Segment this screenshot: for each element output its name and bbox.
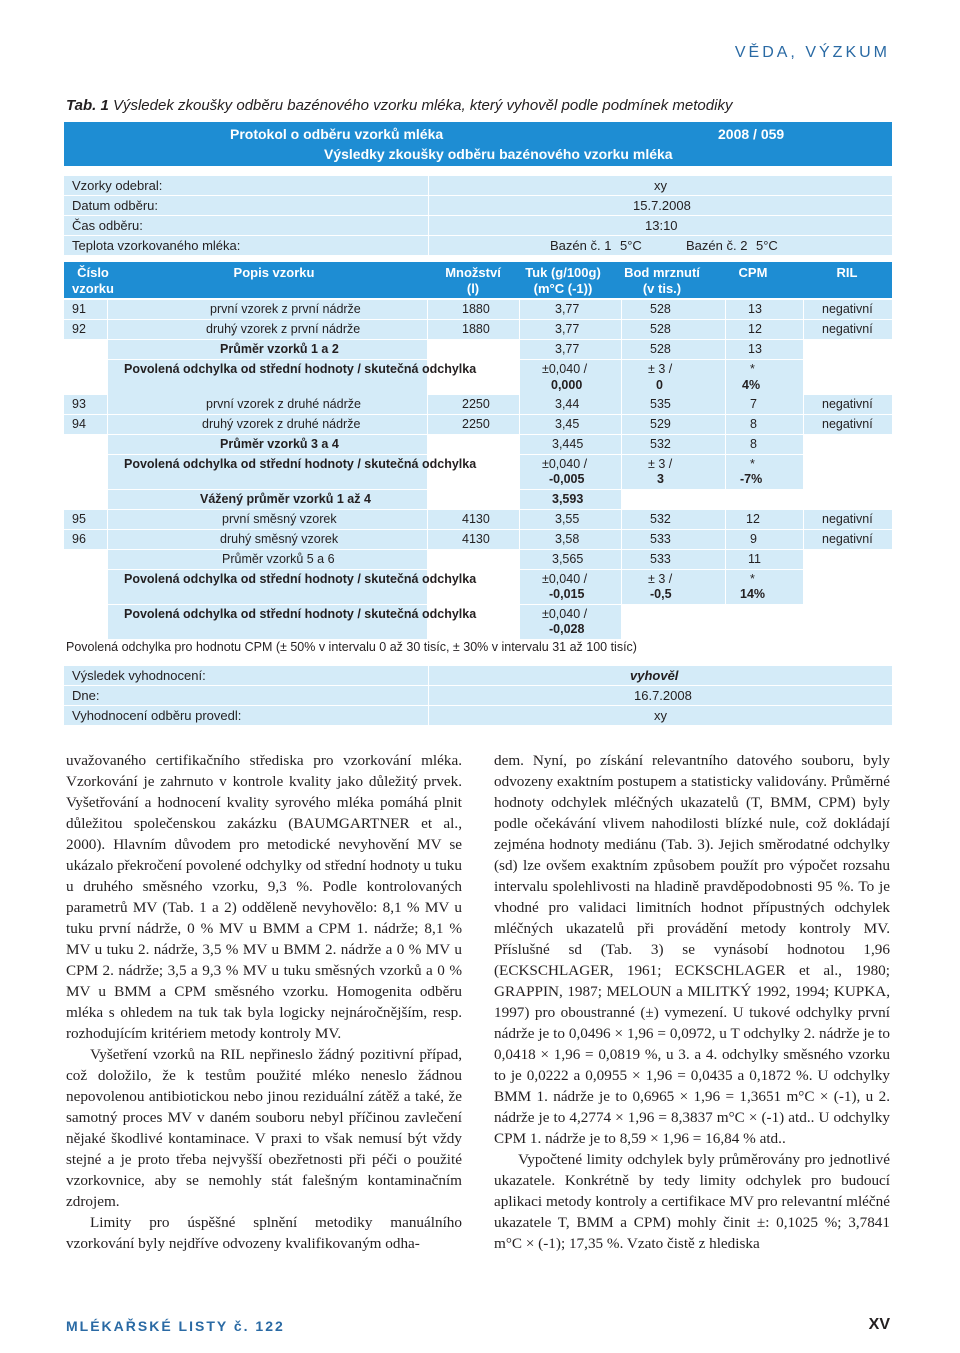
col-fat-header: Tuk (g/100g) (m°C (-1)) <box>525 265 601 296</box>
tolerance-cpm-actual: 4% <box>742 378 761 392</box>
sample-cpm: 8 <box>750 417 757 431</box>
sample-freezing-point: 528 <box>650 322 671 336</box>
sample-freezing-point: 535 <box>650 397 671 411</box>
tolerance-fp-actual: 3 <box>657 472 664 486</box>
average-cpm: 13 <box>748 342 762 356</box>
average-cpm: 8 <box>750 437 757 451</box>
table-row <box>64 395 892 414</box>
weighted-average-fat: 3,593 <box>552 492 584 506</box>
time-label: Čas odběru: <box>72 218 143 233</box>
sample-ril: negativní <box>822 512 873 526</box>
sample-description: první vzorek z první nádrže <box>210 302 361 316</box>
sample-quantity: 1880 <box>462 302 490 316</box>
evaluation-value: vyhověl <box>630 668 679 683</box>
tolerance-fp-allowed: ± 3 / <box>648 362 673 376</box>
time-value: 13:10 <box>645 218 678 233</box>
sample-number: 96 <box>72 532 86 546</box>
tolerance-label: Povolená odchylka od střední hodnoty / skutečná odchylka <box>124 572 477 586</box>
tank1-temp: 5°C <box>620 238 642 253</box>
average-row <box>64 340 892 359</box>
day-value: 16.7.2008 <box>634 688 692 703</box>
table-row <box>64 415 892 434</box>
sample-freezing-point: 532 <box>650 512 671 526</box>
page-number: XV <box>868 1316 890 1333</box>
sample-cpm: 13 <box>748 302 762 316</box>
info-row-time <box>64 216 892 236</box>
info-row-sampled-by <box>64 176 892 196</box>
sample-ril: negativní <box>822 417 873 431</box>
tolerance-cpm-actual: 14% <box>740 587 766 601</box>
tolerance-fat-actual: -0,005 <box>549 472 585 486</box>
sample-description: první směsný vzorek <box>222 512 337 526</box>
tolerance-row <box>64 360 892 396</box>
tolerance-cpm-allowed: * <box>750 572 755 586</box>
body-paragraph: Vyšetření vzorků na RIL nepřineslo žádný pozitivní případ, což doložilo, že k testům použité mléko neneslo žádnou nepovolenou antibiotickou nebo jinou reziduální zátěž a také, že samotný proces MV v daném souboru nebyl příčinou zavlečení nějaké škodlivé kontaminace. V praxi to však nemusí být vždy stejné a je proto třeba nejvyšší obezřetnosti při péči o použité vzorkovnice, aby se nemohly stát falešným kontaminačním zdrojem. <box>66 1046 462 1210</box>
tolerance-cpm-allowed: * <box>750 457 755 471</box>
average-fat: 3,445 <box>552 437 584 451</box>
sample-cpm: 12 <box>748 322 762 336</box>
sample-fat: 3,77 <box>555 302 580 316</box>
sample-freezing-point: 529 <box>650 417 671 431</box>
journal-name: MLÉKAŘSKÉ LISTY č. 122 <box>66 1318 285 1334</box>
average-freezing-point: 533 <box>650 552 671 566</box>
body-paragraph: uvažovaného certifikačního střediska pro vzorkování mléka. Vzorkování je zahrnuto v kontrole kvality jako důležitý prvek. Vyšetřování a hodnocení kvality syrového mléka pomáhá plnit důležitou společenskou zakázku (BAUMGARTNER et al., 2000). Hlavním důvodem pro metodické nevyhovění MV se ukázalo překročení povolené odchylky od střední hodnoty u tuku u druhého směsného vzorku, 9,3 %. Podle kontrolovaných parametrů MV (Tab. 1 a 2) odděleně nevyhovělo: 8,1 % MV u tuku první nádrže, 0 % MV u BMM a CPM 1. nádrže; 8,1 % MV u tuku 2. nádrže, 3,5 % MV u BMM 2. nádrže a 0 % MV u CPM 2. nádrže; 3,5 a 9,3 % MV u tuku směsných vzorků a 0 % MV u BMM a CPM směsného vzorku. Homogenita odběru mléka s ohledem na tuk tak byla logicky nejnáročnějším, resp. rozhodujícím kritériem metody kontroly MV. <box>66 752 462 1042</box>
sample-freezing-point: 528 <box>650 302 671 316</box>
col-cpm-header: CPM <box>738 265 768 280</box>
info-row-date <box>64 196 892 216</box>
tolerance-fp-allowed: ± 3 / <box>648 572 673 586</box>
tolerance-fat-actual: 0,000 <box>551 378 583 392</box>
tolerance-fp-actual: 0 <box>656 378 663 392</box>
day-label: Dne: <box>72 688 100 703</box>
sample-ril: negativní <box>822 322 873 336</box>
sample-fat: 3,58 <box>555 532 580 546</box>
sampled-by-label: Vzorky odebral: <box>72 178 163 193</box>
tolerance-fat-allowed: ±0,040 / <box>542 457 588 471</box>
caption-label: Tab. 1 <box>66 97 109 114</box>
tolerance-fat-allowed: ±0,040 / <box>542 362 588 376</box>
sample-number: 95 <box>72 512 86 526</box>
sample-freezing-point: 533 <box>650 532 671 546</box>
sample-number: 91 <box>72 302 86 316</box>
tolerance-fat-allowed: ±0,040 / <box>542 607 588 621</box>
table-caption <box>66 97 732 114</box>
body-column-left <box>66 750 462 1254</box>
tolerance-row <box>64 455 892 489</box>
date-value: 15.7.2008 <box>633 198 691 213</box>
result-row-day <box>64 686 892 706</box>
info-row-temperature <box>64 236 892 256</box>
tolerance-label: Povolená odchylka od střední hodnoty / skutečná odchylka <box>124 607 477 621</box>
result-row-evaluated-by <box>64 706 892 726</box>
caption-text: Výsledek zkoušky odběru bazénového vzorku mléka, který vyhověl podle podmínek metodiky <box>108 97 733 114</box>
sample-quantity: 1880 <box>462 322 490 336</box>
tolerance-fp-allowed: ± 3 / <box>648 457 673 471</box>
average-row <box>64 550 892 569</box>
sample-cpm: 7 <box>750 397 757 411</box>
tank2-label: Bazén č. 2 <box>686 238 748 253</box>
date-label: Datum odběru: <box>72 198 158 213</box>
average-cpm: 11 <box>748 552 761 566</box>
sample-ril: negativní <box>822 532 873 546</box>
sample-number: 94 <box>72 417 86 431</box>
section-title: VĚDA, VÝZKUM <box>734 44 890 61</box>
average-row <box>64 435 892 454</box>
protocol-header <box>64 122 892 166</box>
tolerance-label: Povolená odchylka od střední hodnoty / skutečná odchylka <box>124 362 477 376</box>
average-freezing-point: 532 <box>650 437 671 451</box>
sample-description: první vzorek z druhé nádrže <box>206 397 361 411</box>
col-number-header: Číslo vzorku <box>72 265 114 296</box>
col-quantity-header: Množství (l) <box>445 265 501 296</box>
average-label: Průměr vzorků 3 a 4 <box>220 437 339 451</box>
weighted-average-label: Vážený průměr vzorků 1 až 4 <box>200 492 371 506</box>
tolerance-fat-allowed: ±0,040 / <box>542 572 588 586</box>
protocol-number: 2008 / 059 <box>718 126 785 142</box>
weighted-average-row <box>64 490 892 509</box>
tolerance-label: Povolená odchylka od střední hodnoty / skutečná odchylka <box>124 457 477 471</box>
col-freezing-point-header: Bod mrznutí (v tis.) <box>624 265 700 296</box>
col-ril-header: RIL <box>836 265 858 280</box>
body-column-right <box>494 750 890 1254</box>
body-paragraph: Limity pro úspěšné splnění metodiky manuálního vzorkování byly nejdříve odvozeny kvalifikovaným odha- <box>66 1214 462 1252</box>
table-row <box>64 510 892 529</box>
evaluation-label: Výsledek vyhodnocení: <box>72 668 206 683</box>
table-row <box>64 530 892 549</box>
table-row <box>64 300 892 319</box>
sample-cpm: 12 <box>746 512 760 526</box>
sample-fat: 3,77 <box>555 322 580 336</box>
protocol-title: Protokol o odběru vzorků mléka <box>230 126 444 142</box>
tolerance-fat-actual: -0,028 <box>549 622 585 636</box>
sample-quantity: 4130 <box>462 512 490 526</box>
body-paragraph: dem. Nyní, po získání relevantního datového souboru, byly odvozeny exaktním postupem a statisticky validovány. Průměrné hodnoty odchylek mléčných ukazatelů (T, BMM, CPM) byly podle očekávání vlivem nahodilosti blízké nule, což dokládají zejména hodnoty mediánu (Tab. 3). Jejich směrodatné odchylky (sd) lze ovšem exaktním způsobem použít pro výpočet rozsahu intervalu spolehlivosti na hladině pravděpodobnosti 95 %. To je vhodné pro validaci limitních hodnot přípustných odchylek mléčných ukazatelů při provádění metody kontroly MV. Příslušné sd (Tab. 3) se vynásobí hodnotou 1,96 (ECKSCHLAGER, 1961; ECKSCHLAGER et al., 1980; GRAPPIN, 1987; MELOUN a MILITKÝ 1992, 1994; KUPKA, 1997) pro oboustranné (±) vymezení. U tukové odchylky první nádrže je to 0,0496 × 1,96 = 0,0972, u T odchylky 2. nádrže je to 0,0418 × 1,96 = 0,0819 %, u 3. a 4. odchylky směsného vzorku to je 0,0222 a 0,0955 × 1,96 = 0,0435 a 0,1872 %. U odchylky BMM 1. nádrže je to 0,6965 × 1,96 = 1,3651 m°C × (-1), u 2. nádrže je to 4,2774 × 1,96 = 8,3837 m°C × (-1) atd.. U odchylky CPM 1. nádrže je to 8,59 × 1,96 = 16,84 % atd.. <box>494 752 890 1147</box>
sample-ril: negativní <box>822 397 873 411</box>
sample-fat: 3,44 <box>555 397 580 411</box>
sample-quantity: 2250 <box>462 417 490 431</box>
tank2-temp: 5°C <box>756 238 778 253</box>
tank1-label: Bazén č. 1 <box>550 238 612 253</box>
sample-number: 93 <box>72 397 86 411</box>
sample-description: druhý vzorek z druhé nádrže <box>202 417 361 431</box>
tolerance-row <box>64 605 892 639</box>
sample-ril: negativní <box>822 302 873 316</box>
tolerance-fp-actual: -0,5 <box>650 587 672 601</box>
sample-cpm: 9 <box>750 532 757 546</box>
protocol-subtitle: Výsledky zkoušky odběru bazénového vzorku mléka <box>324 146 673 162</box>
sample-description: druhý směsný vzorek <box>220 532 339 546</box>
average-freezing-point: 528 <box>650 342 671 356</box>
sample-fat: 3,55 <box>555 512 580 526</box>
col-description-header: Popis vzorku <box>233 265 315 280</box>
sampled-by-value: xy <box>654 178 667 193</box>
temperature-label: Teplota vzorkovaného mléka: <box>72 238 241 253</box>
table-column-header <box>64 262 892 298</box>
sample-quantity: 2250 <box>462 397 490 411</box>
average-fat: 3,77 <box>555 342 580 356</box>
table-row <box>64 320 892 339</box>
average-label: Průměr vzorků 5 a 6 <box>222 552 335 566</box>
evaluated-by-label: Vyhodnocení odběru provedl: <box>72 708 242 723</box>
tolerance-row <box>64 570 892 604</box>
sample-description: druhý vzorek z první nádrže <box>206 322 361 336</box>
evaluated-by-value: xy <box>654 708 667 723</box>
table-footnote: Povolená odchylka pro hodnotu CPM (± 50% v intervalu 0 až 30 tisíc, ± 30% v intervalu 31 až 100 tisíc) <box>66 640 637 654</box>
tolerance-cpm-allowed: * <box>750 362 755 376</box>
sample-quantity: 4130 <box>462 532 490 546</box>
sample-number: 92 <box>72 322 86 336</box>
tolerance-cpm-actual: -7% <box>740 472 763 486</box>
average-label: Průměr vzorků 1 a 2 <box>220 342 339 356</box>
result-row-evaluation <box>64 666 892 686</box>
average-fat: 3,565 <box>552 552 584 566</box>
body-paragraph: Vypočtené limity odchylek byly průměrovány pro jednotlivé ukazatele. Konkrétně by tedy limity odchylek pro budoucí aplikaci metody kontroly a certifikace MV pro relevantní mléčné ukazatele T, BMM a CPM) mohly činit ±: 0,1025 %; 3,7841 m°C × (-1); 17,35 %. Vzato čistě z hlediska <box>494 1151 890 1252</box>
sample-fat: 3,45 <box>555 417 580 431</box>
tolerance-fat-actual: -0,015 <box>549 587 585 601</box>
